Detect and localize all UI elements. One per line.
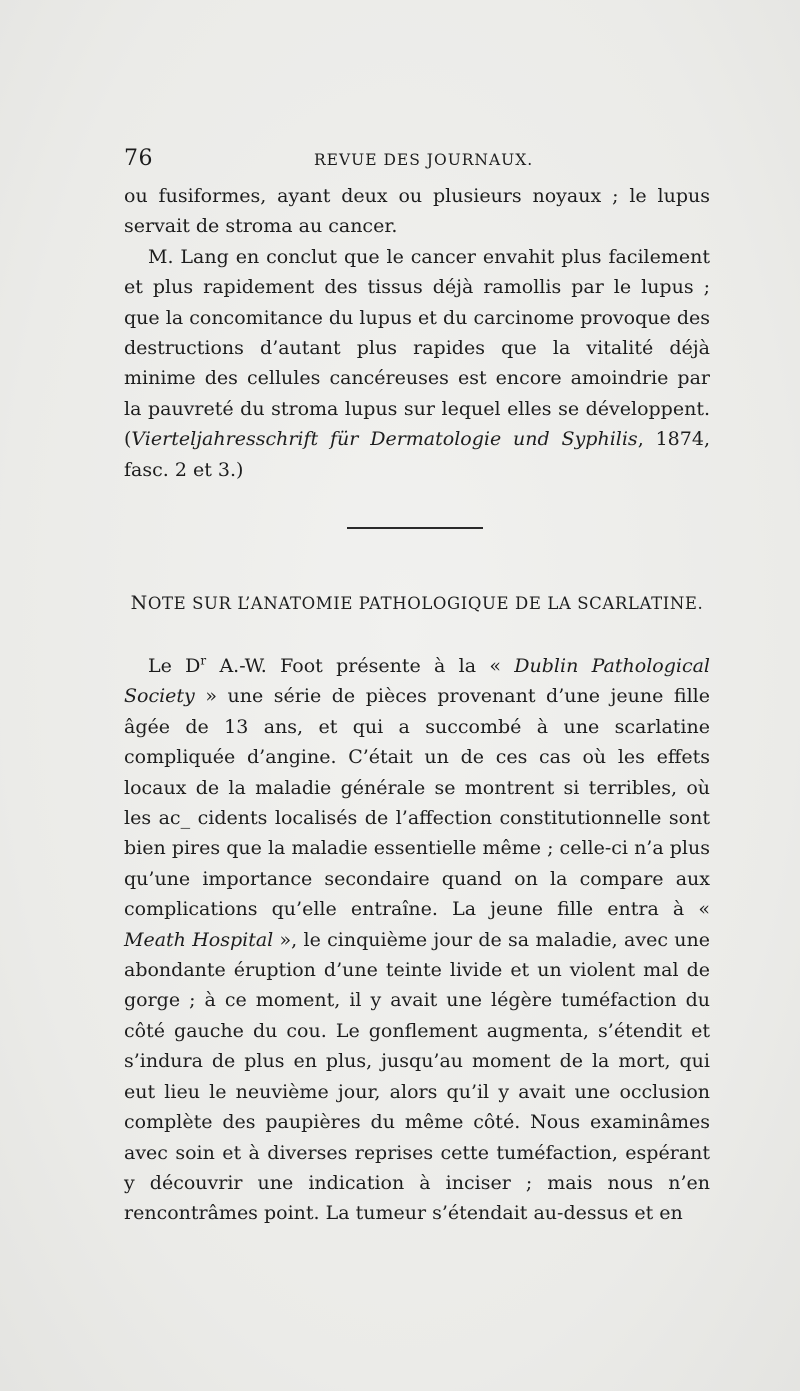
running-head: REVUE DES JOURNAUX. <box>314 151 534 169</box>
section-heading <box>124 590 710 617</box>
paragraph-foot-report <box>124 651 710 1229</box>
page-header <box>124 143 710 175</box>
society-name: Dublin Pathological Society <box>124 655 710 708</box>
article-scarlatine <box>124 651 710 1229</box>
citation-details: , 1874, fasc. 2 et 3.) <box>124 428 710 481</box>
body-text-2: », le cinquième jour de sa maladie, avec une abondante éruption d’une teinte livide et un violent mal de gorge ; à ce moment, il y avait une légère tuméfaction du côté gauche du cou. Le gonflement augmenta, s’étendit et s’indura de plus en plus, jusqu’au moment de la mort, qui eut lieu le neuvième jour, alors qu’il y avait une occlusion complète des paupières du même côté. Nous examinâmes avec soin et à diverses reprises cette tuméfaction, espérant y découvrir une indication à inciser ; mais nous n’en rencontrâmes point. La tumeur s’étendait au-dessus et en <box>124 928 710 1225</box>
heading-initial: N <box>130 592 148 614</box>
doctor-superscript: r <box>200 653 207 668</box>
paragraph-lang-conclusion <box>124 242 710 485</box>
page-number: 76 <box>124 146 153 171</box>
hospital-name: Meath Hospital <box>124 928 274 951</box>
paragraph-continuation: ou fusiformes, ayant deux ou plusieurs noyaux ; le lupus servait de stroma au cancer. <box>124 185 710 238</box>
article-lupus-cancer <box>124 181 710 485</box>
journal-citation: Vierteljahresschrift für Dermatologie und Syphilis <box>131 428 638 451</box>
section-divider <box>347 527 483 529</box>
body-text-1: » une série de pièces provenant d’une jeune fille âgée de 13 ans, et qui a succombé à une scarlatine compliquée d’angine. C’était un de ces cas où les effets locaux de la maladie générale se montrent si terribles, où les ac_ cidents localisés de l’affection constitutionnelle sont bien pires que la maladie essentielle même ; celle-ci n’a plus qu’une importance secondaire quand on la compare aux complications qu’elle entraîne. La jeune fille entra à « <box>124 685 710 921</box>
heading-text: OTE SUR L’ANATOMIE PATHOLOGIQUE DE LA SCARLATINE. <box>147 594 704 613</box>
paragraph-lang-text: M. Lang en conclut que le cancer envahit plus facilement et plus rapidement des tissus déjà ramollis par le lupus ; que la concomitance du lupus et du carcinome provoque des destructions d’autant plus rapides que la vitalité déjà minime des cellules cancéreuses est encore amoindrie par la pauvreté du stroma lupus sur lequel elles se développent. ( <box>124 245 710 451</box>
author-text: A.-W. Foot présente à la « <box>206 655 515 677</box>
intro-text: Le D <box>148 655 201 677</box>
